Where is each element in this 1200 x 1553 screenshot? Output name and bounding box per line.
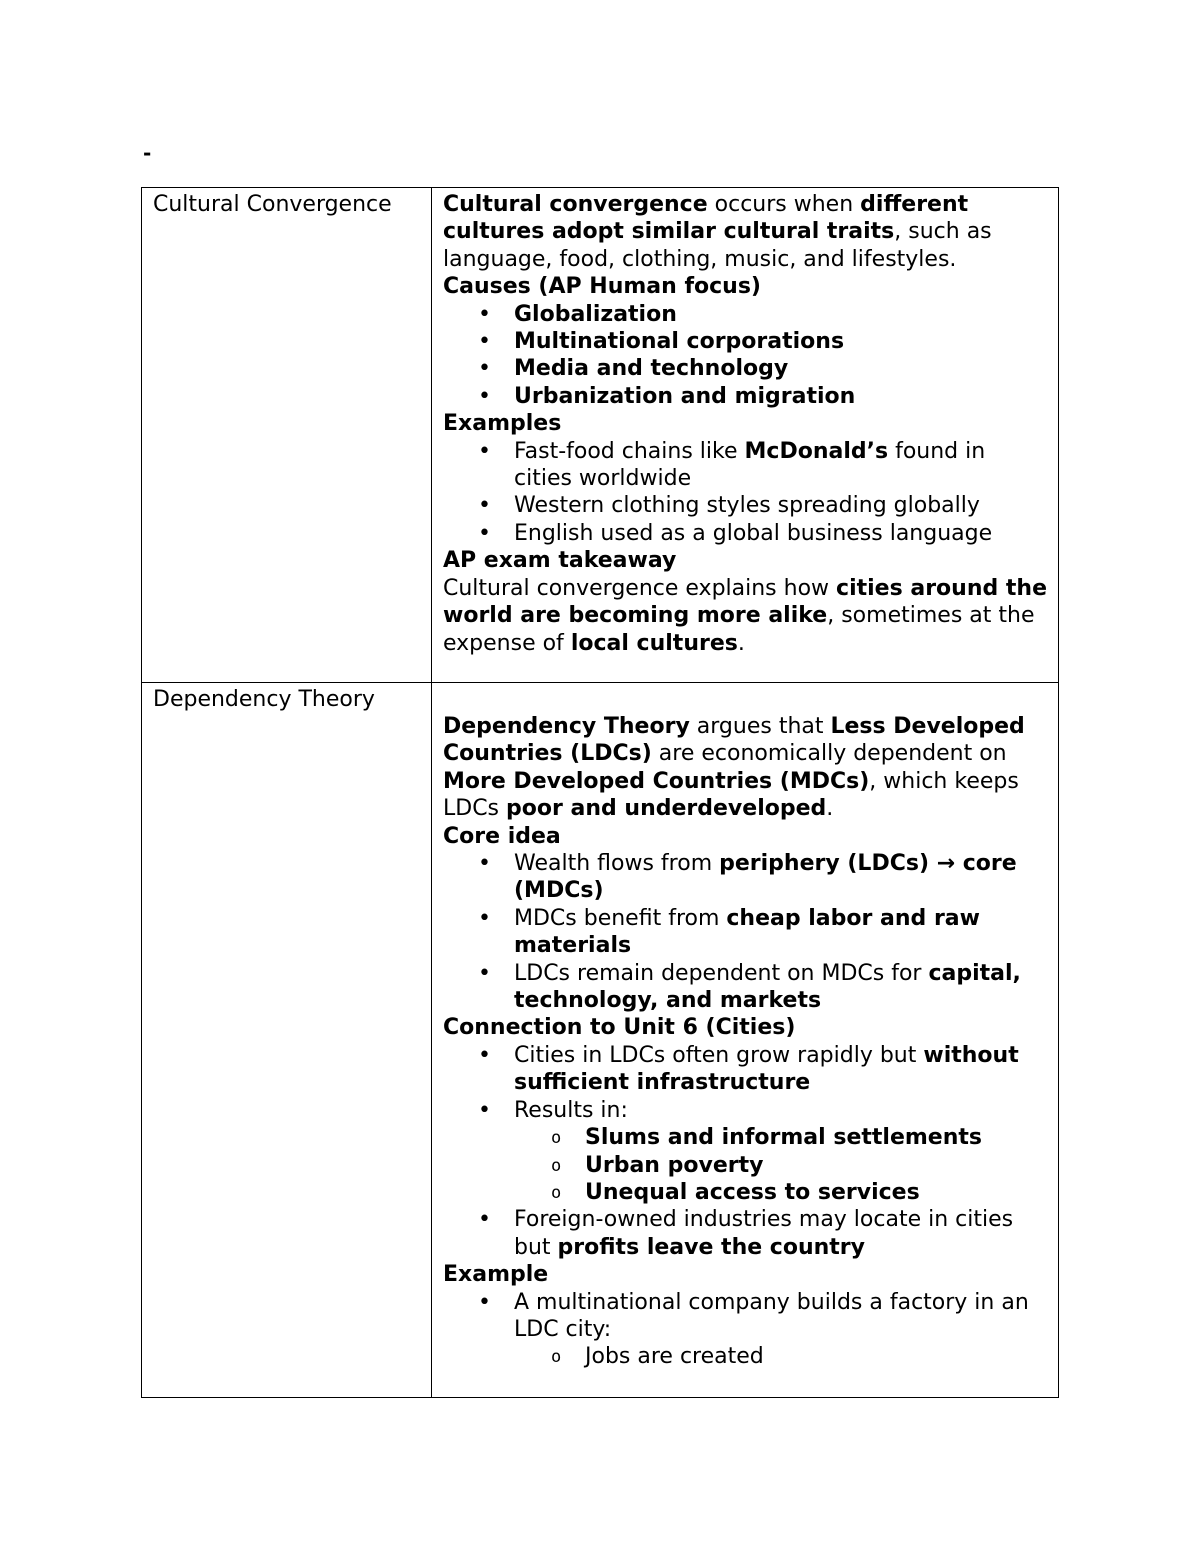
takeaway-paragraph: Cultural convergence explains how cities around the world are becoming more alike, sometimes at the expense of local cultures. xyxy=(443,575,1047,656)
sublist-item: o Urban poverty xyxy=(514,1152,1048,1179)
term-cell xyxy=(142,683,432,1398)
sublist-item: o Jobs are created xyxy=(514,1343,1048,1370)
list-item: • Fast-food chains like McDonald’s found in cities worldwide xyxy=(443,438,1048,493)
examples-list xyxy=(443,438,1048,548)
list-item: • Globalization xyxy=(443,301,1048,328)
examples-heading: Examples xyxy=(443,411,562,437)
results-sublist xyxy=(514,1124,1048,1206)
list-item: • English used as a global business language xyxy=(443,520,1048,547)
definition-cell xyxy=(432,188,1059,683)
causes-heading: Causes (AP Human focus) xyxy=(443,274,761,300)
example-list xyxy=(443,1289,1048,1371)
list-item: • Foreign-owned industries may locate in cities but profits leave the country xyxy=(443,1206,1048,1261)
intro-paragraph: Dependency Theory argues that Less Developed Countries (LDCs) are economically dependent on More Developed Countries (MDCs), which keeps LDCs poor and underdeveloped. xyxy=(443,714,1025,822)
connection-list xyxy=(443,1042,1048,1261)
definition-cell xyxy=(432,683,1059,1398)
list-item: • Media and technology xyxy=(443,355,1048,382)
core-idea-heading: Core idea xyxy=(443,823,561,849)
list-item: • Multinational corporations xyxy=(443,328,1048,355)
list-item: • Wealth flows from periphery (LDCs) → core (MDCs) xyxy=(443,850,1048,905)
core-idea-list xyxy=(443,850,1048,1014)
page-dash-mark: - xyxy=(143,141,152,165)
term-cell xyxy=(142,188,432,683)
causes-list xyxy=(443,301,1048,411)
list-item: • Urbanization and migration xyxy=(443,383,1048,410)
sublist-item: o Unequal access to services xyxy=(514,1179,1048,1206)
list-item: • LDCs remain dependent on MDCs for capital, technology, and markets xyxy=(443,960,1048,1015)
term-label: Cultural Convergence xyxy=(153,192,392,217)
list-item: • Cities in LDCs often grow rapidly but without sufficient infrastructure xyxy=(443,1042,1048,1097)
takeaway-heading: AP exam takeaway xyxy=(443,548,677,574)
sublist-item: o Slums and informal settlements xyxy=(514,1124,1048,1151)
intro-paragraph: Cultural convergence occurs when different cultures adopt similar cultural traits, such as language, food, clothing, music, and lifestyles. xyxy=(443,192,992,272)
term-label: Dependency Theory xyxy=(153,687,375,712)
list-item: • A multinational company builds a factory in an LDC city: o Jobs are created xyxy=(443,1289,1048,1371)
example-heading: Example xyxy=(443,1262,549,1288)
table-row-dependency-theory xyxy=(142,683,1059,1398)
list-item: • Western clothing styles spreading globally xyxy=(443,492,1048,519)
example-sublist xyxy=(514,1343,1048,1370)
list-item: • Results in: o Slums and informal settlements o Urban poverty o Unequal access to services xyxy=(443,1097,1048,1207)
connection-heading: Connection to Unit 6 (Cities) xyxy=(443,1015,796,1041)
table-row-cultural-convergence xyxy=(142,188,1059,683)
list-item: • MDCs benefit from cheap labor and raw materials xyxy=(443,905,1048,960)
notes-table xyxy=(141,187,1059,1398)
